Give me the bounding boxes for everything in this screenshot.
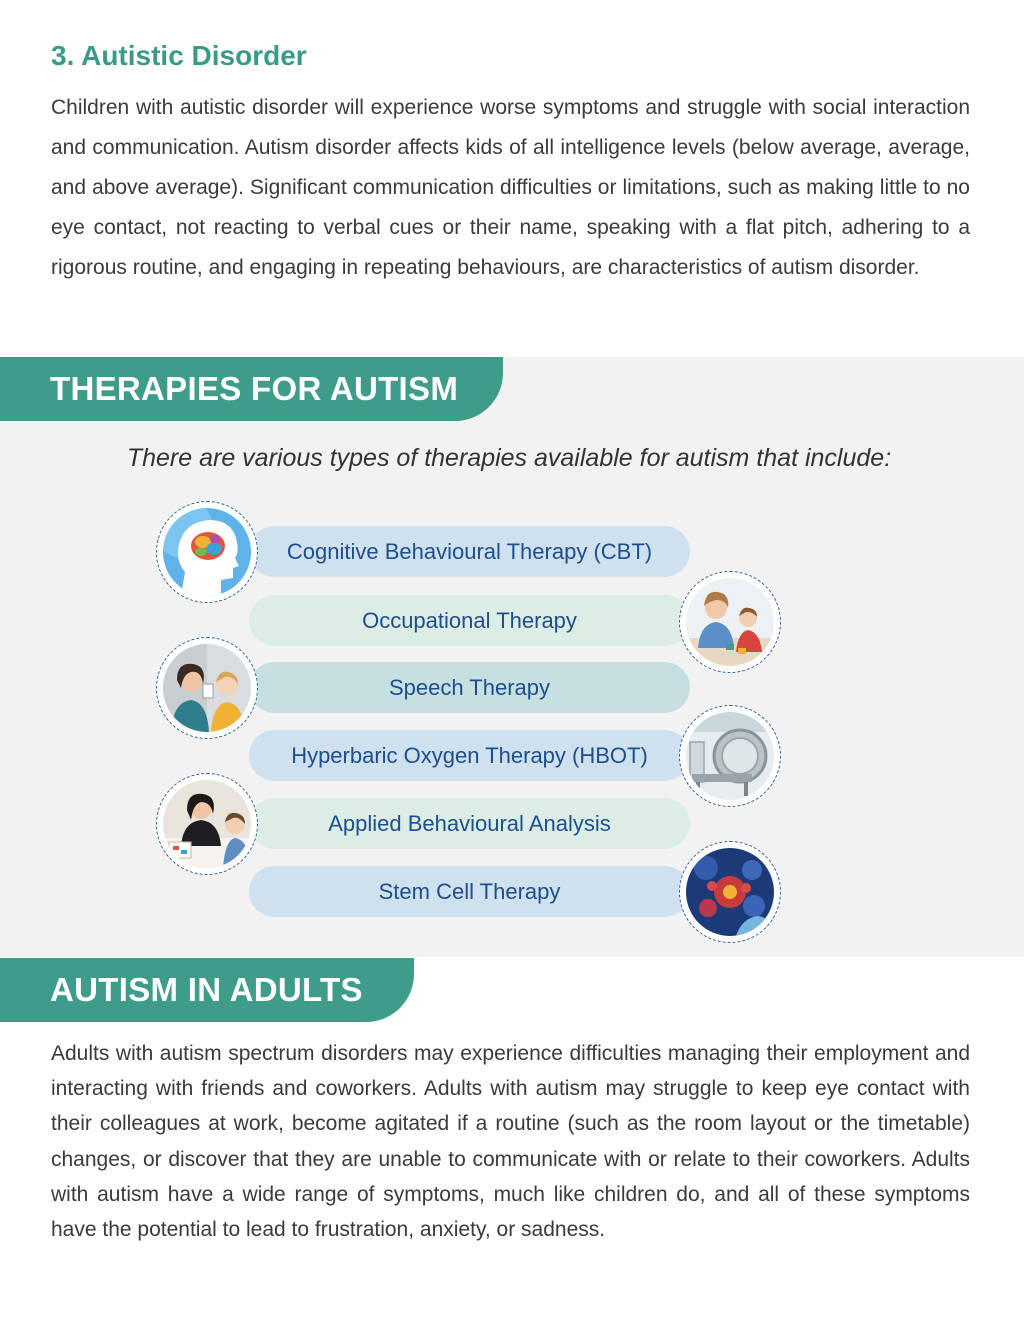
therapy-item-occupational: Occupational Therapy: [249, 595, 690, 646]
hyperbaric-chamber-icon: [679, 705, 781, 807]
therapies-intro: There are various types of therapies available for autism that include:: [126, 444, 892, 472]
autistic-disorder-paragraph: Children with autistic disorder will experience worse symptoms and struggle with social interaction and communication. Autism disorder affects kids of all intelligence levels (below average, average, and above average). Significant communication difficulties or limitations, such as making little to no eye contact, not reacting to verbal cues or their name, speaking with a flat pitch, adhering to a rigorous routine, and engaging in repeating behaviours, are characteristics of autism disorder.: [51, 96, 970, 279]
therapy-item-cbt: Cognitive Behavioural Therapy (CBT): [249, 526, 690, 577]
stem-cells-icon: [679, 841, 781, 943]
therapy-item-aba: Applied Behavioural Analysis: [249, 798, 690, 849]
therapies-banner: THERAPIES FOR AUTISM: [0, 357, 503, 421]
speech-lesson-icon: [156, 637, 258, 739]
teacher-child-desk-icon: [156, 773, 258, 875]
adults-banner: AUTISM IN ADULTS: [0, 958, 414, 1022]
brain-head-icon: [156, 501, 258, 603]
therapy-item-hbot: Hyperbaric Oxygen Therapy (HBOT): [249, 730, 690, 781]
section-heading: 3. Autistic Disorder: [51, 40, 307, 71]
therapy-item-stem-cell: Stem Cell Therapy: [249, 866, 690, 917]
adults-paragraph: Adults with autism spectrum disorders may experience difficulties managing their employment and interacting with friends and coworkers. Adults with autism may struggle to keep eye contact with their colleagues at work, become agitated if a routine (such as the room layout or the timetable) changes, or discover that they are unable to communicate with or relate to their coworkers. Adults with autism have a wide range of symptoms, much like children do, and all of these symptoms have the potential to lead to frustration, anxiety, or sadness.: [51, 1042, 970, 1242]
therapy-item-speech: Speech Therapy: [249, 662, 690, 713]
mother-child-play-icon: [679, 571, 781, 673]
